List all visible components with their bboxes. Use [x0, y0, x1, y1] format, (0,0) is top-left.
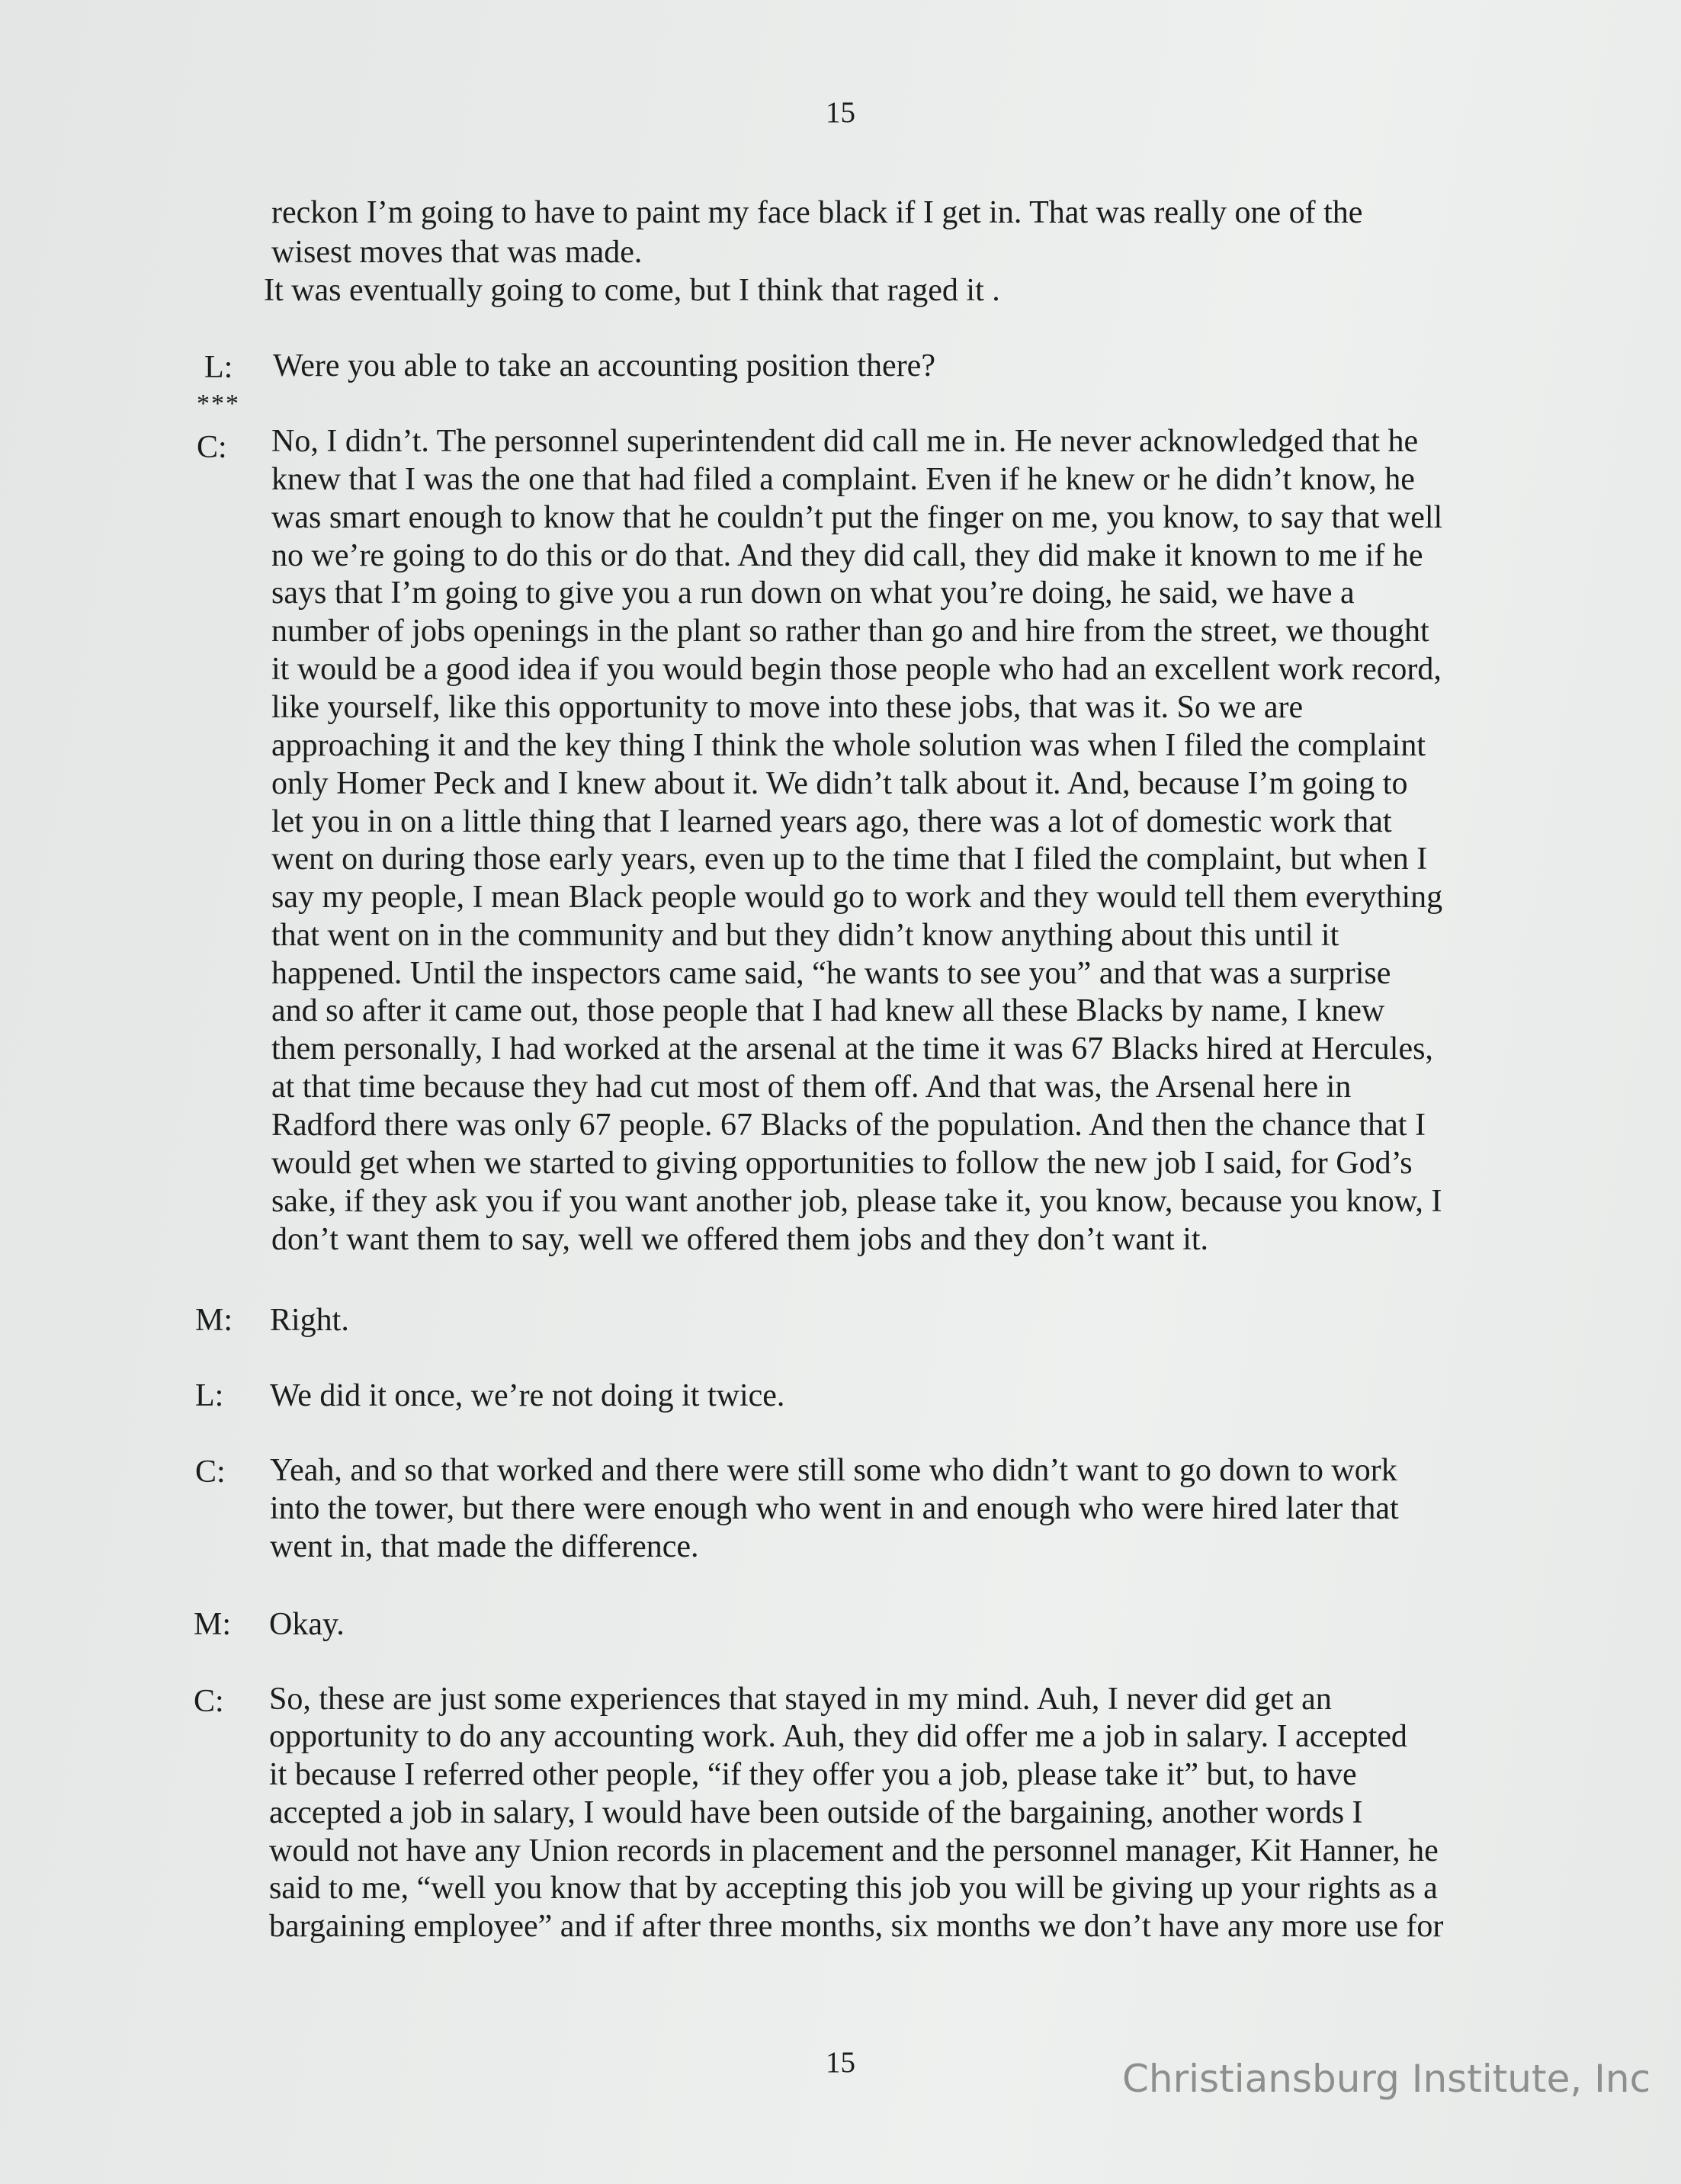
text-line: knew that I was the one that had filed a complaint. Even if he knew or he didn’t know, he [271, 462, 1415, 497]
section-marker: *** [197, 390, 240, 418]
text-line: don’t want them to say, well we offered them jobs and they don’t want it. [271, 1222, 1209, 1257]
text-line: said to me, “well you know that by accepting this job you will be giving up your rights as a [269, 1871, 1438, 1906]
text-line: no we’re going to do this or do that. And they did call, they did make it known to me if he [271, 538, 1423, 573]
text-line: at that time because they had cut most of them off. And that was, the Arsenal here in [271, 1070, 1352, 1105]
speaker-label: C: [194, 1684, 224, 1719]
text-line: only Homer Peck and I knew about it. We didn’t talk about it. And, because I’m going to [271, 766, 1408, 801]
text-line: that went on in the community and but they didn’t know anything about this until it [271, 918, 1339, 953]
text-line: wisest moves that was made. [271, 235, 643, 270]
text-line: So, these are just some experiences that stayed in my mind. Auh, I never did get an [269, 1682, 1332, 1717]
text-line: Okay. [269, 1607, 345, 1642]
text-line: reckon I’m going to have to paint my face black if I get in. That was really one of the [271, 195, 1363, 230]
text-line: was smart enough to know that he couldn’t put the finger on me, you know, to say that well [271, 500, 1443, 535]
text-line: opportunity to do any accounting work. Auh, they did offer me a job in salary. I accepted [269, 1719, 1407, 1754]
text-line: like yourself, like this opportunity to move into these jobs, that was it. So we are [271, 690, 1304, 725]
text-line: would get when we started to giving opportunities to follow the new job I said, for God’s [271, 1146, 1413, 1181]
text-line: We did it once, we’re not doing it twice. [270, 1378, 785, 1413]
text-line: say my people, I mean Black people would go to work and they would tell them everything [271, 880, 1443, 915]
text-line: went on during those early years, even up to the time that I filed the complaint, but when I [271, 842, 1428, 877]
text-line: Yeah, and so that worked and there were still some who didn’t want to go down to work [270, 1453, 1397, 1488]
text-line: sake, if they ask you if you want another job, please take it, you know, because you know, I [271, 1184, 1442, 1219]
text-line: accepted a job in salary, I would have been outside of the bargaining, another words I [269, 1795, 1363, 1830]
speaker-label: M: [195, 1303, 233, 1338]
text-line: happened. Until the inspectors came said, “he wants to see you” and that was a surprise [271, 956, 1391, 991]
text-line: says that I’m going to give you a run down on what you’re doing, he said, we have a [271, 576, 1355, 611]
text-line: them personally, I had worked at the arsenal at the time it was 67 Blacks hired at Hercules, [271, 1031, 1433, 1066]
text-line: Radford there was only 67 people. 67 Blacks of the population. And then the chance that I [271, 1108, 1426, 1143]
speaker-label: L: [195, 1378, 224, 1413]
text-line: into the tower, but there were enough who went in and enough who were hired later that [270, 1491, 1399, 1526]
text-line: Were you able to take an accounting position there? [273, 348, 935, 383]
text-line: it would be a good idea if you would begin those people who had an excellent work record, [271, 652, 1442, 687]
text-line: bargaining employee” and if after three months, six months we don’t have any more use for [269, 1909, 1444, 1944]
speaker-label: C: [197, 430, 227, 465]
watermark: Christiansburg Institute, Inc [1122, 2057, 1651, 2101]
page-number-top: 15 [826, 96, 855, 129]
text-line: approaching it and the key thing I think the whole solution was when I filed the complaint [271, 728, 1426, 763]
text-line: Right. [270, 1303, 349, 1338]
page-number-bottom: 15 [826, 2046, 855, 2079]
text-line: would not have any Union records in placement and the personnel manager, Kit Hanner, he [269, 1833, 1439, 1868]
text-line: went in, that made the difference. [270, 1529, 699, 1564]
speaker-label: M: [194, 1607, 232, 1642]
text-line: No, I didn’t. The personnel superintendent did call me in. He never acknowledged that he [271, 424, 1419, 459]
speaker-label: L: [204, 350, 233, 385]
text-line: it because I referred other people, “if they offer you a job, please take it” but, to have [269, 1757, 1357, 1792]
text-line: number of jobs openings in the plant so rather than go and hire from the street, we thought [271, 614, 1429, 649]
speaker-label: C: [195, 1454, 226, 1490]
text-line: It was eventually going to come, but I think that raged it . [264, 273, 1000, 308]
text-line: and so after it came out, those people that I had knew all these Blacks by name, I knew [271, 993, 1385, 1028]
text-line: let you in on a little thing that I learned years ago, there was a lot of domestic work that [271, 804, 1392, 839]
